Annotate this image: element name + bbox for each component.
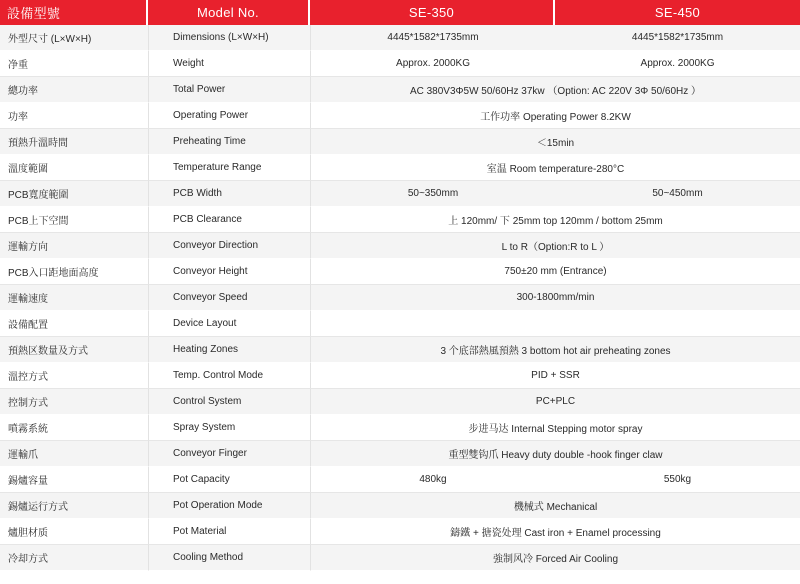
spec-label-cn: PCB上下空間 [0,207,148,233]
spec-label-cn: 運輸方向 [0,233,148,259]
spec-label-en: Conveyor Direction [148,233,310,259]
header-model-cn: 設備型號 [0,0,148,25]
spec-label-en: Pot Material [148,519,310,545]
spec-label-cn: 溫控方式 [0,363,148,389]
table-row [0,129,800,155]
spec-label-en: Conveyor Finger [148,441,310,467]
table-row [0,103,800,129]
spec-label-cn: 總功率 [0,77,148,103]
spec-label-en: Heating Zones [148,337,310,363]
header-row [0,0,800,25]
spec-value-shared: PID + SSR [310,363,800,389]
spec-label-en: Control System [148,389,310,415]
spec-label-cn: 錫爐容量 [0,467,148,493]
spec-label-cn: 錫爐运行方式 [0,493,148,519]
table-row [0,389,800,415]
table-row [0,51,800,77]
spec-value-shared: 室温 Room temperature-280°C [310,155,800,181]
spec-value-se350: 4445*1582*1735mm [310,25,555,51]
spec-label-cn: 預熱区数量及方式 [0,337,148,363]
header-model-en: Model No. [148,0,310,25]
spec-label-cn: 設備配置 [0,311,148,337]
spec-value-shared: 3 个底部熱風預熱 3 bottom hot air preheating zones [310,337,800,363]
spec-value-shared: 機械式 Mechanical [310,493,800,519]
spec-label-en: Total Power [148,77,310,103]
spec-value-shared: 750±20 mm (Entrance) [310,259,800,285]
table-row [0,519,800,545]
spec-label-cn: 運輸爪 [0,441,148,467]
table-row [0,363,800,389]
spec-value-se450: 50~450mm [555,181,800,207]
spec-label-en: Cooling Method [148,545,310,571]
header-se350: SE-350 [310,0,555,25]
table-row [0,207,800,233]
spec-label-en: Operating Power [148,103,310,129]
spec-label-cn: 冷却方式 [0,545,148,571]
table-row [0,441,800,467]
spec-value-se350: 50~350mm [310,181,555,207]
spec-label-en: Spray System [148,415,310,441]
spec-value-se350: Approx. 2000KG [310,51,555,77]
spec-value-shared: 300-1800mm/min [310,285,800,311]
spec-value-se450: 550kg [555,467,800,493]
spec-label-cn: 噴霧系統 [0,415,148,441]
table-row [0,25,800,51]
spec-label-cn: 功率 [0,103,148,129]
spec-table-header [0,0,800,25]
spec-value-shared: 上 120mm/ 下 25mm top 120mm / bottom 25mm [310,207,800,233]
spec-value-shared: 重型雙钩爪 Heavy duty double -hook finger claw [310,441,800,467]
spec-label-en: Conveyor Speed [148,285,310,311]
table-row [0,545,800,571]
spec-value-shared: 強制风冷 Forced Air Cooling [310,545,800,571]
spec-label-cn: 净重 [0,51,148,77]
spec-label-en: Temperature Range [148,155,310,181]
spec-value-shared: 步进马达 Internal Stepping motor spray [310,415,800,441]
spec-value-shared: PC+PLC [310,389,800,415]
spec-label-en: Dimensions (L×W×H) [148,25,310,51]
table-row [0,233,800,259]
spec-value-shared: AC 380V3Φ5W 50/60Hz 37kw （Option: AC 220V 3Φ 50/60Hz ） [310,77,800,103]
table-row [0,285,800,311]
table-row [0,259,800,285]
spec-label-cn: 控制方式 [0,389,148,415]
spec-label-en: PCB Clearance [148,207,310,233]
table-row [0,415,800,441]
spec-label-cn: 爐胆材质 [0,519,148,545]
spec-value-shared: L to R（Option:R to L ） [310,233,800,259]
spec-label-en: Conveyor Height [148,259,310,285]
spec-value-shared: 鑄鐵 + 搪瓷处理 Cast iron + Enamel processing [310,519,800,545]
spec-label-cn: 運輸速度 [0,285,148,311]
spec-label-en: Pot Capacity [148,467,310,493]
spec-table-body [0,25,800,571]
spec-label-cn: PCB寬度範圍 [0,181,148,207]
spec-label-cn: 外型尺寸 (L×W×H) [0,25,148,51]
spec-label-en: Weight [148,51,310,77]
spec-label-cn: PCB入口距地面高度 [0,259,148,285]
table-row [0,337,800,363]
table-row [0,493,800,519]
spec-label-en: Preheating Time [148,129,310,155]
spec-label-en: PCB Width [148,181,310,207]
spec-label-cn: 溫度範圍 [0,155,148,181]
table-row [0,77,800,103]
spec-label-cn: 預熱升溫時間 [0,129,148,155]
spec-label-en: Device Layout [148,311,310,337]
table-row [0,311,800,337]
table-row [0,467,800,493]
spec-label-en: Temp. Control Mode [148,363,310,389]
spec-value-se450: Approx. 2000KG [555,51,800,77]
table-row [0,181,800,207]
table-row [0,155,800,181]
spec-value-se350: 480kg [310,467,555,493]
header-se450: SE-450 [555,0,800,25]
spec-value-shared: 工作功率 Operating Power 8.2KW [310,103,800,129]
spec-value-shared [310,311,800,337]
spec-label-en: Pot Operation Mode [148,493,310,519]
spec-value-se450: 4445*1582*1735mm [555,25,800,51]
spec-value-shared: ＜15min [310,129,800,155]
